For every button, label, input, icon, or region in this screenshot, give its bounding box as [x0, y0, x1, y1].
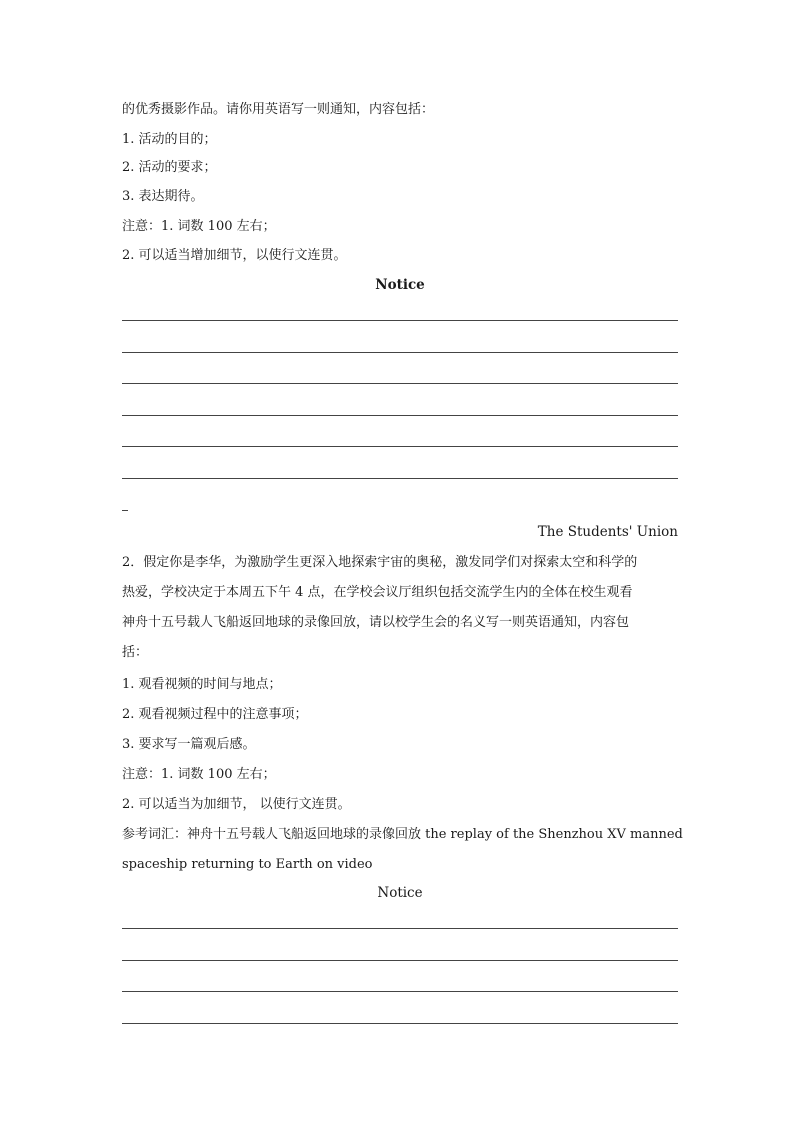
answer-line[interactable]: [122, 415, 678, 416]
task2-note-2: 2. 可以适当为加细节， 以使行文连贯。: [122, 797, 351, 812]
task2-point-1: 1. 观看视频的时间与地点；: [122, 677, 282, 692]
answer-line-stub: [122, 510, 128, 511]
task2-prompt-line-4: 括：: [122, 645, 149, 660]
task2-vocab-line-2: spaceship returning to Earth on video: [122, 857, 373, 872]
task2-prompt-line-1: 2．假定你是李华，为激励学生更深入地探索宇宙的奥秘，激发同学们对探索太空和科学的: [122, 555, 638, 570]
answer-line[interactable]: [122, 320, 678, 321]
task2-point-3: 3. 要求写一篇观后感。: [122, 737, 256, 752]
task2-note-1: 注意：1. 词数 100 左右；: [122, 767, 276, 782]
task1-point-1: 1. 活动的目的；: [122, 132, 217, 147]
task1-note-2: 2. 可以适当增加细节，以使行文连贯。: [122, 248, 347, 263]
answer-line[interactable]: [122, 383, 678, 384]
answer-line[interactable]: [122, 352, 678, 353]
answer-line[interactable]: [122, 960, 678, 961]
task1-signature: The Students' Union: [537, 524, 678, 540]
task1-notice-title: Notice: [375, 277, 425, 293]
task2-point-2: 2. 观看视频过程中的注意事项；: [122, 707, 308, 722]
task1-intro: 的优秀摄影作品。请你用英语写一则通知，内容包括：: [122, 102, 435, 117]
task2-prompt-line-3: 神舟十五号载人飞船返回地球的录像回放，请以校学生会的名义写一则英语通知，内容包: [122, 615, 630, 630]
answer-line[interactable]: [122, 478, 678, 479]
task2-prompt-line-2: 热爱，学校决定于本周五下午 4 点，在学校会议厅组织包括交流学生内的全体在校生观看: [122, 585, 633, 600]
task1-note-1: 注意：1. 词数 100 左右；: [122, 219, 276, 234]
task2-vocab-line-1: 参考词汇：神舟十五号载人飞船返回地球的录像回放 the replay of the Shenzhou XV manned: [122, 827, 683, 842]
task1-point-3: 3. 表达期待。: [122, 189, 204, 204]
answer-line[interactable]: [122, 928, 678, 929]
answer-line[interactable]: [122, 991, 678, 992]
answer-line[interactable]: [122, 1023, 678, 1024]
task2-notice-title: Notice: [377, 885, 423, 901]
task1-point-2: 2. 活动的要求；: [122, 160, 217, 175]
answer-line[interactable]: [122, 446, 678, 447]
